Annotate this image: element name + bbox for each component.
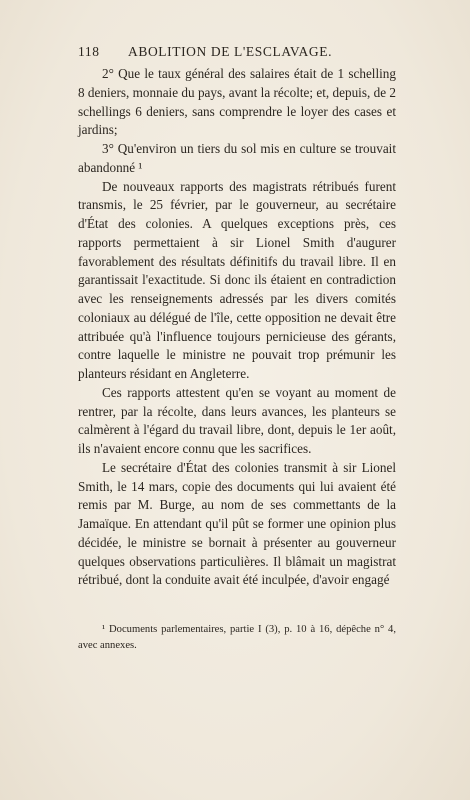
paragraph-item-2: 2° Que le taux général des salaires était de 1 schelling 8 deniers, monnaie du pays, avant la récolte; et, depuis, de 2 schellings 6 deniers, sans comprendre le loyer des cases et jardins;	[78, 66, 396, 138]
paragraph-reports-attest: Ces rapports attestent qu'en se voyant au moment de rentrer, par la récolte, dans leurs avances, les planteurs se calmèrent à l'égard du travail libre, dont, depuis le 1er août, ils n'avaient encore connu que les sacrifices.	[78, 384, 396, 456]
body-text	[78, 65, 396, 590]
running-title: ABOLITION DE L'ESCLAVAGE.	[128, 44, 333, 59]
paragraph-new-reports: De nouveaux rapports des magistrats rétribués furent transmis, le 25 février, par le gouverneur, au secrétaire d'État des colonies. A quelques exceptions près, ces rapports permettaient à sir Lionel Smith d'augurer favorablement des résultats définitifs du travail libre. Il en garantissait l'exactitude. Si donc ils étaient en contradiction avec les renseignements adressés par les divers comités coloniaux au délégué de l'île, cette opposition ne devait être attribuée qu'à l'influence toujours pernicieuse des gérants, contre laquelle le ministre ne pouvait trop prémunir les planteurs résidant en Angleterre.	[78, 178, 396, 381]
paragraph-item-3: 3° Qu'environ un tiers du sol mis en culture se trouvait abandonné ¹	[78, 141, 396, 175]
paragraph-secretary: Le secrétaire d'État des colonies transmit à sir Lionel Smith, le 14 mars, copie des documents qui lui avaient été remis par M. Burge, au nom de ses commettants de la Jamaïque. En attendant qu'il pût se former une opinion plus décidée, le ministre se bornait à présenter au gouverneur quelques observations particulières. Il blâmait un magistrat rétribué, dont la conduite avait été inculpée, d'avoir engagé	[78, 459, 396, 588]
page-number: 118	[78, 44, 100, 59]
footnote-text: ¹ Documents parlementaires, partie I (3), p. 10 à 16, dépêche n° 4, avec annexes.	[78, 624, 396, 651]
footnote	[78, 622, 396, 654]
